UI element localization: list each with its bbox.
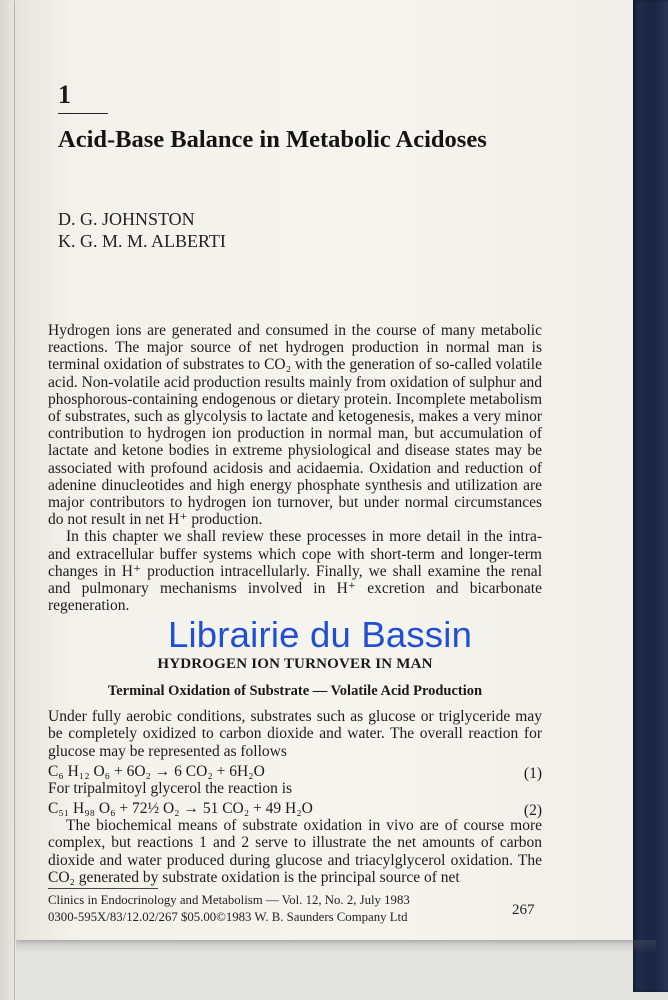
- intro-paragraph: Hydrogen ions are generated and consumed in the course of many metabolic reactions. The major source of net hydrogen production in normal man is terminal oxidation of substrates to CO₂ with the generation of so-called volatile acid. Non-volatile acid production results mainly from oxidation of sulphur and phosphorous-containing endogenous or dietary protein. Incomplete metabolism of substrates, such as glycolysis to lactate and ketogenesis, makes a very minor contribution to hydrogen ion production in normal man, but accumulation of lactate and ketone bodies in extreme physiological and disease states may be associated with profound acidosis and acidaemia. Oxidation and reduction of adenine dinucleotides and high energy phosphate synthesis and utilization are major contributors to hydrogen ion turnover, but under normal circumstances do not result in net H⁺ production.: [48, 322, 542, 529]
- publisher-code: 0300-595X/83/12.02/267 $05.00©1983 W. B. Saunders Company Ltd: [48, 910, 408, 924]
- author-name: K. G. M. M. ALBERTI: [58, 231, 226, 251]
- section-subheading: Terminal Oxidation of Substrate — Volatile Acid Production: [107, 683, 483, 699]
- watermark: Librairie du Bassin: [168, 614, 473, 655]
- author-name: D. G. JOHNSTON: [58, 209, 195, 229]
- section-text: [48, 708, 542, 886]
- book-cover-edge: [633, 0, 668, 992]
- equation: C₅₁ H₉₈ O₆ + 72½ O₂ → 51 CO₂ + 49 H₂O: [48, 800, 313, 818]
- chapter-title: Acid-Base Balance in Metabolic Acidoses: [58, 126, 487, 153]
- equation-row: [48, 760, 542, 780]
- chapter-rule: [58, 113, 108, 114]
- footnote-rule: [48, 888, 158, 889]
- equation-intro: For tripalmitoyl glycerol the reaction is: [48, 779, 293, 797]
- intro-paragraph: In this chapter we shall review these processes in more detail in the intra- and extracellular buffer systems which cope with short-term and longer-term changes in H⁺ production intracellularly. Finally, we shall examine the renal and pulmonary mechanisms involved in H⁺ excretion and bicarbonate regeneration.: [48, 528, 542, 615]
- page-number: 267: [512, 902, 535, 918]
- equation: C₆ H₁₂ O₆ + 6O₂ → 6 CO₂ + 6H₂O: [48, 762, 265, 780]
- equation-number: (1): [523, 764, 542, 782]
- page-shadow: [16, 940, 656, 954]
- journal-citation: Clinics in Endocrinology and Metabolism — Vol. 12, No. 2, July 1983: [48, 893, 410, 907]
- chapter-number: 1: [58, 80, 71, 109]
- previous-page-edge: [0, 0, 15, 1000]
- section-paragraph: The biochemical means of substrate oxidation in vivo are of course more complex, but reactions 1 and 2 serve to illustrate the net amounts of carbon dioxide and water produced during glucose and triacylglycerol oxidation. The CO₂ generated by substrate oxidation is the principal source of net: [48, 817, 542, 887]
- equation-row: [48, 797, 542, 820]
- section-paragraph: Under fully aerobic conditions, substrates such as glucose or triglyceride may be completely oxidized to carbon dioxide and water. The overall reaction for glucose may be represented as follows: [48, 708, 542, 760]
- equation-number: (2): [523, 802, 542, 820]
- intro-text: [48, 322, 542, 614]
- author-list: [58, 208, 226, 252]
- section-heading: HYDROGEN ION TURNOVER IN MAN: [157, 656, 433, 672]
